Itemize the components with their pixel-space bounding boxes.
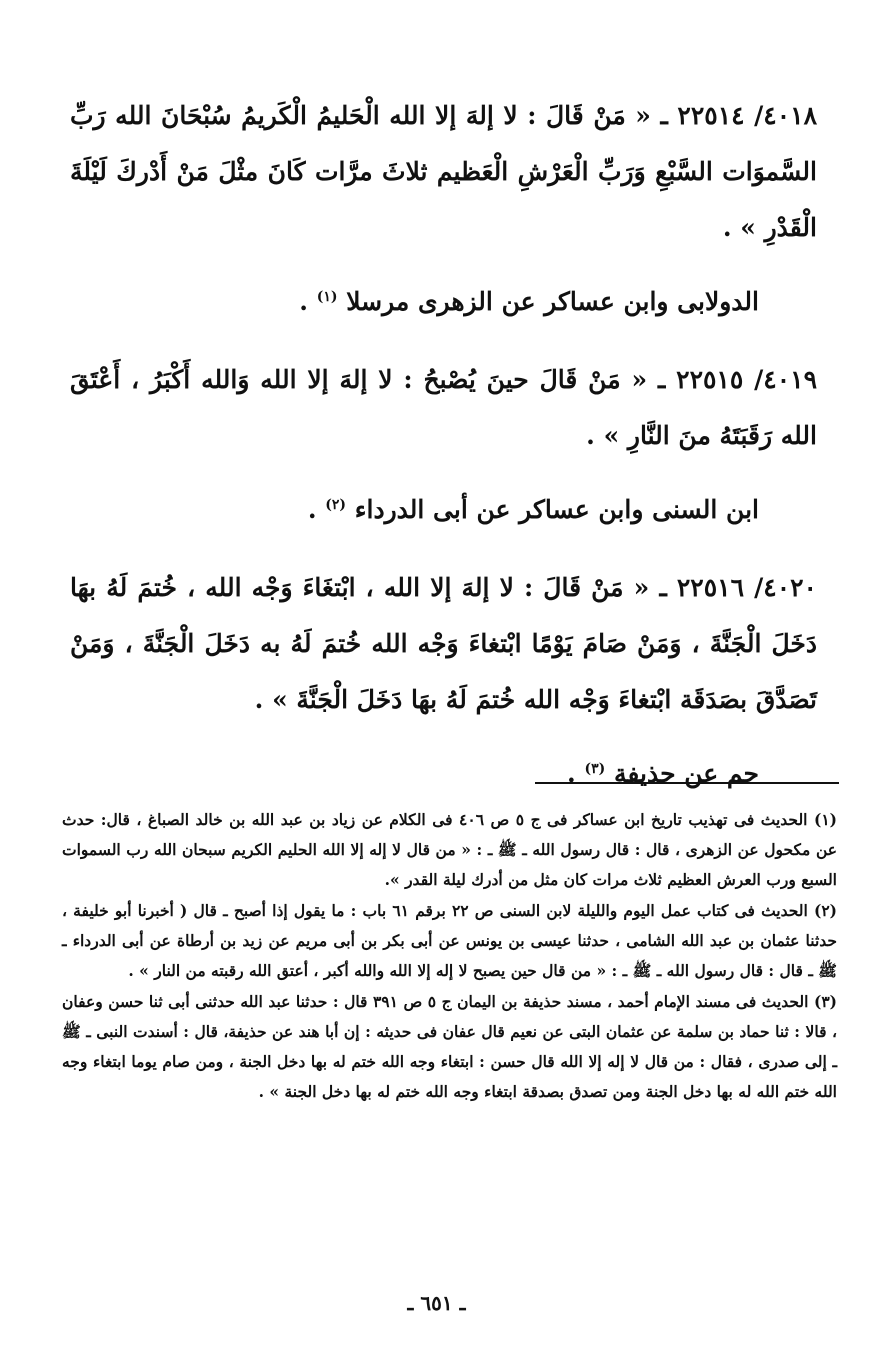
footnote-2 [62, 896, 837, 986]
hadith-number: ٤٠٢٠/ ٢٢٥١٦ ـ [659, 573, 817, 602]
source-end: . [307, 495, 326, 524]
hadith-source [70, 746, 817, 802]
footnote-mark: (١) [316, 289, 338, 305]
source-text: ابن السنى وابن عساكر عن أبى الدرداء [354, 495, 759, 524]
footnote-number: (٣) [813, 992, 837, 1011]
footnote-3 [62, 987, 837, 1107]
source-text: حم عن حذيفة [613, 759, 759, 788]
page-number: ـ ٦٥١ ـ [407, 1291, 466, 1315]
footnote-separator [535, 782, 839, 784]
hadith-text: « مَنْ قَالَ : لا إلهَ إلا الله الْحَليمُ الْكَريمُ سُبْحَانَ الله رَبِّ السَّموَات السَّبْعِ وَرَبِّ الْعَرْشِ الْعَظيم ثلاثَ مرَّات كَانَ مثْلَ مَنْ أَدْركَ لَيْلَةَ الْقَدْرِ » . [70, 101, 817, 242]
footnote-mark: (٢) [325, 497, 347, 513]
hadith-entry-4020 [70, 560, 817, 728]
footnote-mark: (٣) [584, 761, 606, 777]
hadith-number: ٤٠١٩/ ٢٢٥١٥ ـ [657, 365, 817, 394]
footnote-number: (١) [813, 810, 837, 829]
footnote-text: الحديث فى كتاب عمل اليوم والليلة لابن السنى ص ٢٢ برقم ٦١ باب : ما يقول إذا أصبح ـ قال ( أخبرنا أبو خليفة ، حدثنا عثمان بن عبد الله الشامى ، حدثنا عيسى بن يونس عن أبى بكر بن أبى مريم عن زيد بن أرطاة عن أبى الدرداء ـ ﷺ ـ قال : قال رسول الله ـ ﷺ ـ : « من قال حين يصبح لا إله إلا الله والله أكبر ، أعتق الله رقبته من النار » . [62, 901, 837, 980]
source-text: الدولابى وابن عساكر عن الزهرى مرسلا [346, 287, 759, 316]
hadith-number: ٤٠١٨/ ٢٢٥١٤ ـ [660, 101, 817, 130]
footnote-text: الحديث فى مسند الإمام أحمد ، مسند حذيفة بن اليمان ج ٥ ص ٣٩١ قال : حدثنا عبد الله حدثنى أبى ثنا حسن وعفان ، قالا : ثنا حماد بن سلمة عن عثمان البتى عن نعيم قال عفان فى حديثه : إن أبا هند عن حذيفة، قال : أسندت النبى ـ ﷺ ـ إلى صدرى ، فقال : من قال لا إله إلا الله قال حسن : ابتغاء وجه الله ختم له بها دخل الجنة ، ومن صام يوما ابتغاء وجه الله ختم الله له بها دخل الجنة ومن تصدق بصدقة ابتغاء وجه الله ختم له بها دخل الجنة » . [62, 992, 837, 1101]
source-end: . [299, 287, 317, 316]
footnote-number: (٢) [813, 901, 837, 920]
main-text [70, 88, 817, 802]
footnote-1 [62, 805, 837, 895]
source-end: . [567, 759, 585, 788]
hadith-source [70, 274, 817, 330]
footnote-text: الحديث فى تهذيب تاريخ ابن عساكر فى ج ٥ ص ٤٠٦ فى الكلام عن زياد بن عبد الله بن خالد الصباغ ، قال: حدث عن مكحول عن الزهرى ، قال : قال رسول الله ـ ﷺ ـ : « من قال لا إله إلا الله الحليم الكريم سبحان الله رب السموات السبع ورب العرش العظيم ثلاث مرات كان مثل من أدرك ليلة القدر ». [62, 810, 837, 889]
hadith-entry-4019 [70, 352, 817, 464]
hadith-source [70, 482, 817, 538]
hadith-text: « مَنْ قَالَ : لا إلهَ إلا الله ، ابْتغَاءَ وَجْه الله ، خُتمَ لَهُ بهَا دَخَلَ الْجَنَّةَ ، وَمَنْ صَامَ يَوْمًا ابْتغاءَ وَجْه الله خُتمَ لَهُ به دَخَلَ الْجَنَّةَ ، وَمَنْ تَصَدَّقَ بصَدَقَة ابْتغاءَ وَجْه الله خُتمَ لَهُ بهَا دَخَلَ الْجَنَّةَ » . [70, 573, 817, 714]
hadith-entry-4018 [70, 88, 817, 256]
footnotes [62, 805, 837, 1108]
hadith-text: « مَنْ قَالَ حينَ يُصْبحُ : لا إلهَ إلا الله وَالله أَكْبَرُ ، أَعْتَقَ الله رَقَبَتَهُ منَ النَّارِ » . [70, 365, 817, 450]
